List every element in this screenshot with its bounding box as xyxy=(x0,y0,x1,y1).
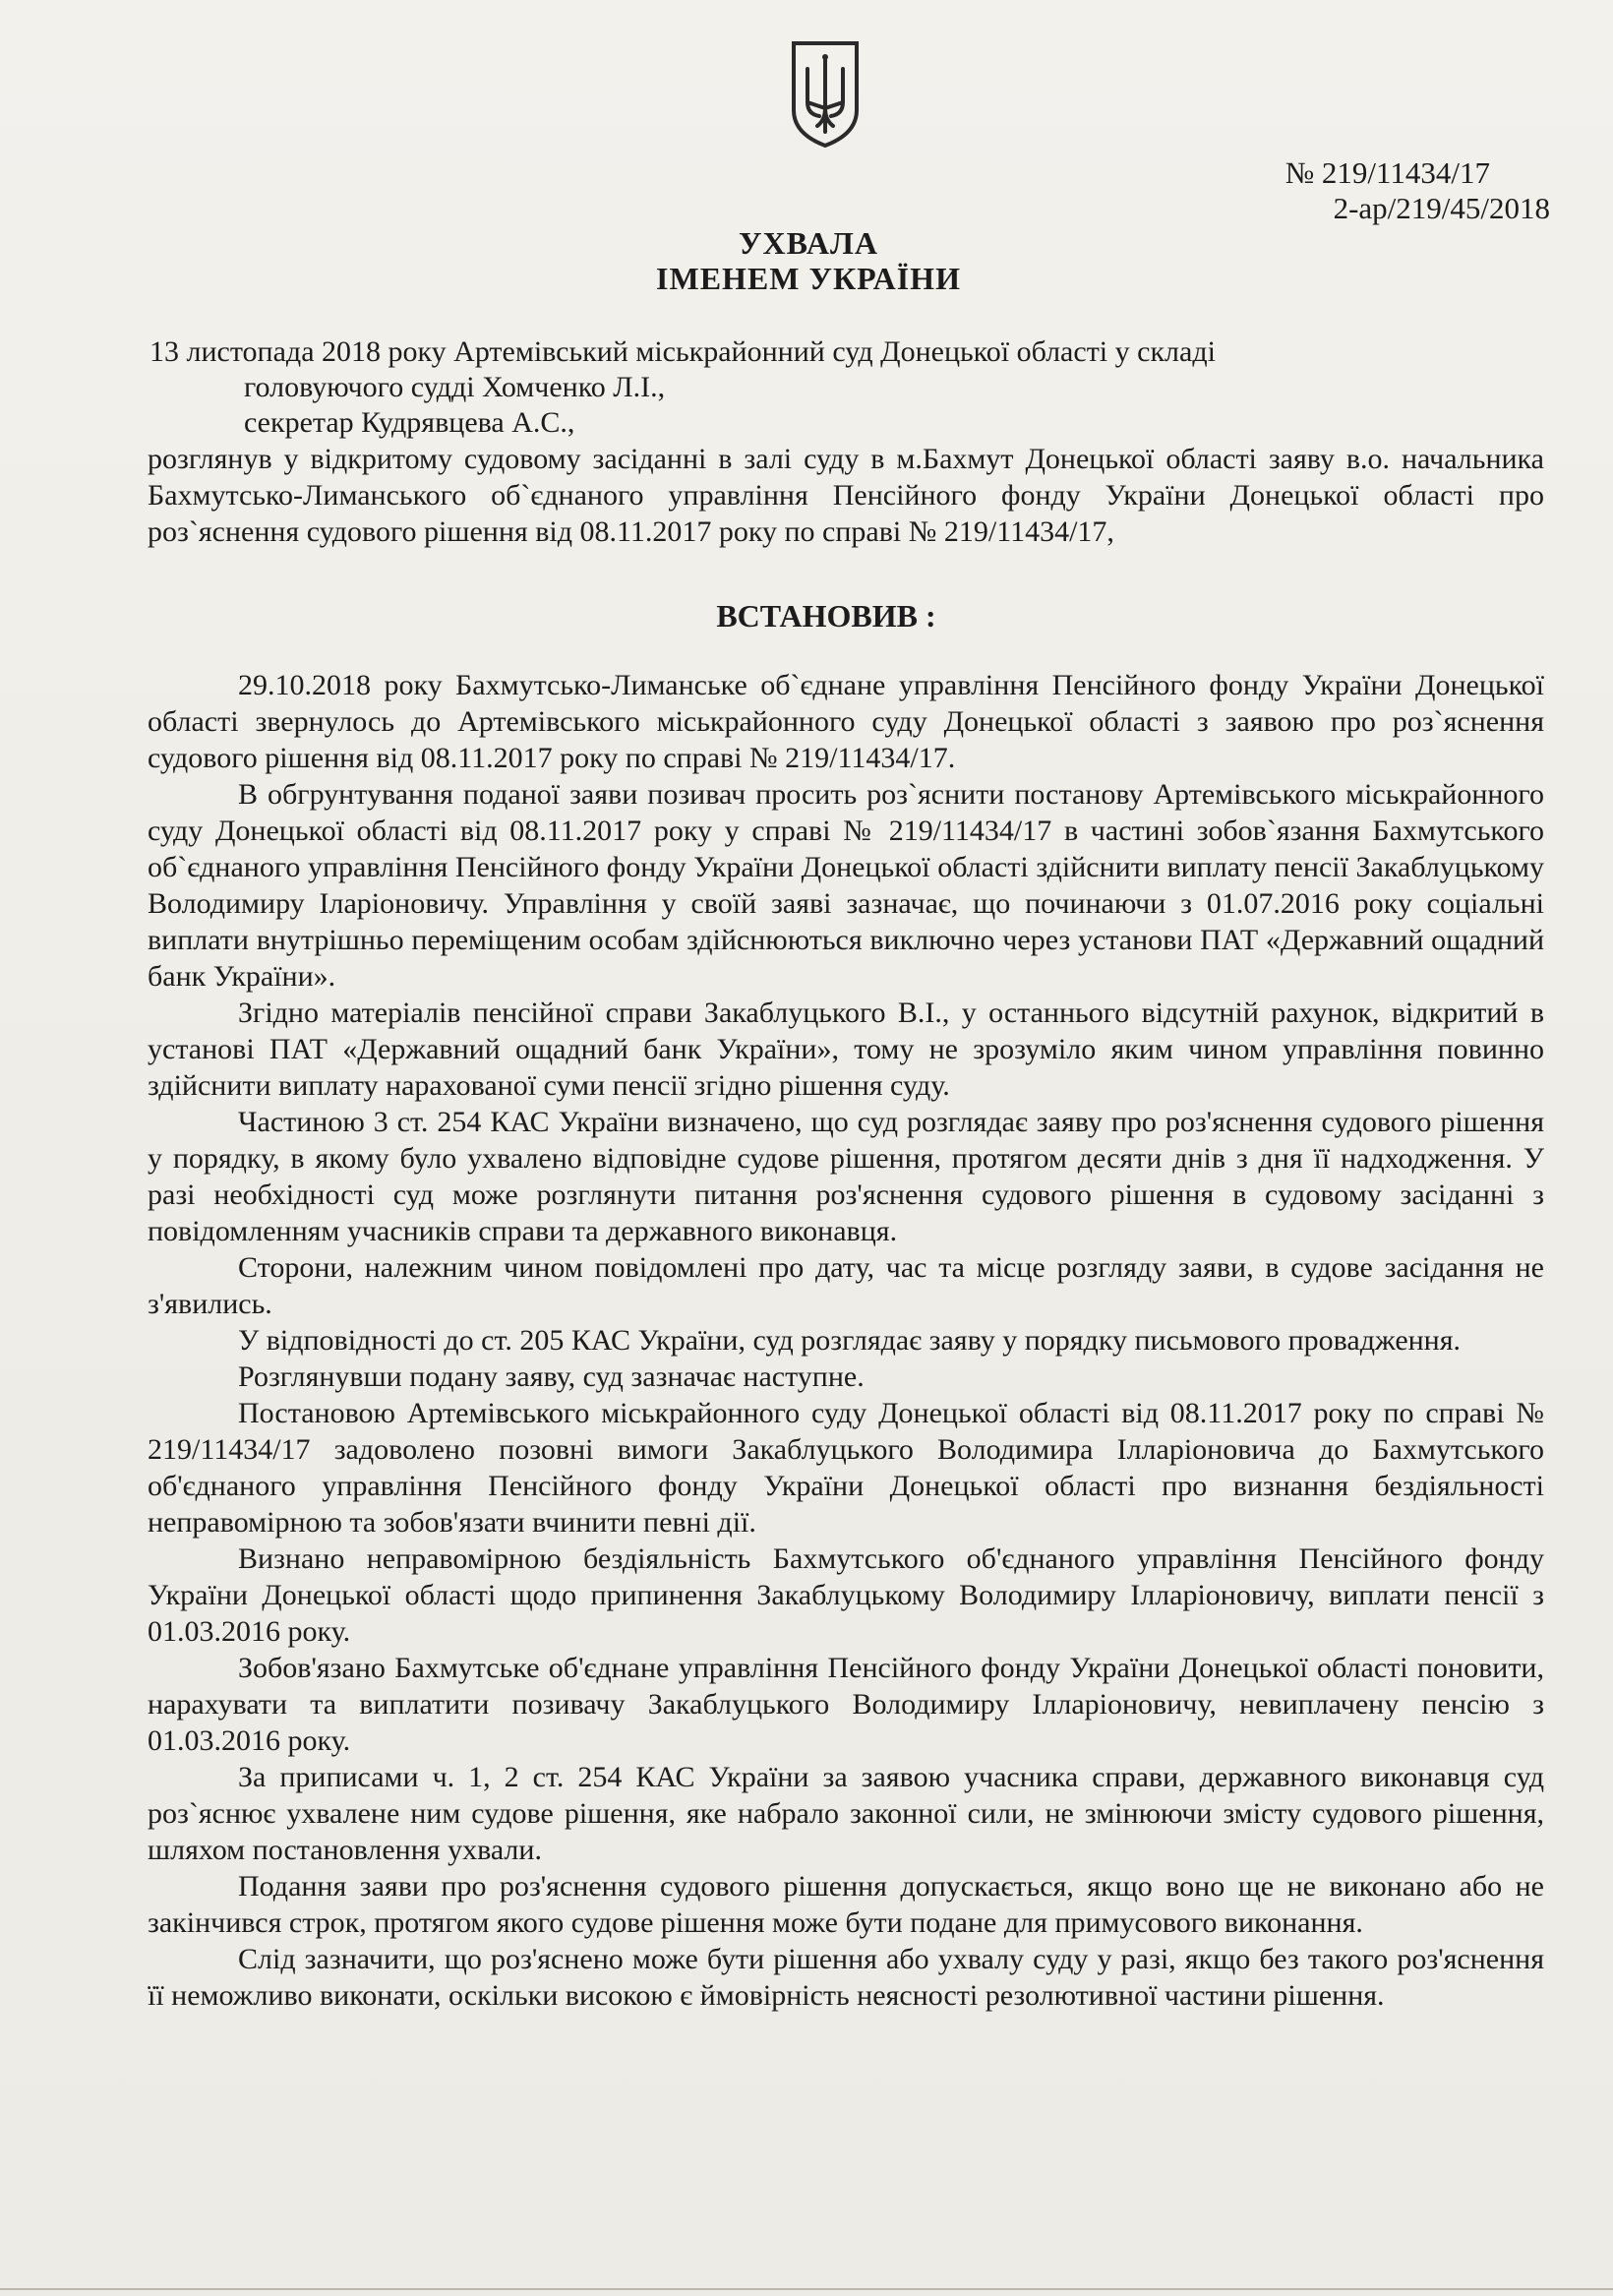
page-edge-divider xyxy=(0,2288,1613,2290)
document-subtitle: ІМЕНЕМ УКРАЇНИ xyxy=(656,261,961,296)
paragraph: Зобов'язано Бахмутське об'єднане управління Пенсійного фонду України Донецької області поновити, нарахувати та виплатити позивачу Закаблуцького Володимиру Ілларіоновичу, невиплачену пенсію з 01.03.2016 року. xyxy=(148,1652,1544,1757)
paragraph: Постановою Артемівського міськрайонного суду Донецької області від 08.11.2017 року по справі № 219/11434/17 задоволено позовні вимоги Закаблуцького Володимира Ілларіоновича до Бахмутського об'єднаного управління Пенсійного фонду України Донецької області про визнання бездіяльності неправомірною та зобов'язати вчинити певні дії. xyxy=(148,1397,1544,1539)
paragraph: В обгрунтування поданої заяви позивач просить роз`яснити постанову Артемівського міськрайонного суду Донецької області від 08.11.2017 року у справі № 219/11434/17 в частині зобов`язання Бахмутського об`єднаного управління Пенсійного фонду України Донецької області здійснити виплату пенсії Закаблуцькому Володимиру Іларіоновичу. Управління у своїй заяві зазначає, що починаючи з 01.07.2016 року соціальні виплати внутрішньо переміщеним особам здійснюються виключно через установи ПАТ «Державний ощадний банк України». xyxy=(148,778,1544,993)
paragraph: Подання заяви про роз'яснення судового рішення допускається, якщо воно ще не виконано або не закінчився строк, протягом якого судове рішення може бути подане для примусового виконання. xyxy=(148,1870,1544,1939)
secretary-line: секретар Кудрявцева А.С., xyxy=(244,406,575,439)
paragraph: Визнано неправомірною бездіяльність Бахмутського об'єднаного управління Пенсійного фонду України Донецької області щодо припинення Закаблуцькому Володимиру Ілларіоновичу, виплати пенсії з 01.03.2016 року. xyxy=(148,1542,1544,1648)
body-text xyxy=(148,667,1544,2014)
paragraph: За приписами ч. 1, 2 ст. 254 КАС України за заявою учасника справи, державного виконавця суд роз`яснює ухвалене ним судове рішення, яке набрало законної сили, не змінюючи змісту судового рішення, шляхом постановлення ухвали. xyxy=(148,1761,1544,1866)
paragraph: Розглянувши подану заяву, суд зазначає наступне. xyxy=(238,1360,865,1393)
intro-paragraph-block xyxy=(148,441,1544,550)
intro-paragraph: розглянув у відкритому судовому засіданні в залі суду в м.Бахмут Донецької області заяву в.о. начальника Бахмутсько-Лиманського об`єднаного управління Пенсійного фонду України Донецької області про роз`яснення судового рішення від 08.11.2017 року по справі № 219/11434/17, xyxy=(148,443,1544,548)
paragraph: Слід зазначити, що роз'яснено може бути рішення або ухвалу суду у разі, якщо без такого роз'яснення її неможливо виконати, оскільки високою є ймовірність неясності резолютивної частини рішення. xyxy=(148,1943,1544,2012)
paragraph: Згідно матеріалів пенсійної справи Закаблуцького В.І., у останнього відсутній рахунок, відкритий в установі ПАТ «Державний ощадний банк України», тому не зрозуміло яким чином управління повинно здійснити виплату нарахованої суми пенсії згідно рішення суду. xyxy=(148,997,1544,1102)
proceeding-number: 2-ар/219/45/2018 xyxy=(1333,191,1550,225)
section-heading: ВСТАНОВИВ : xyxy=(716,598,936,634)
trident-emblem-icon xyxy=(786,39,865,150)
court-composition-line: 13 листопада 2018 року Артемівський міськрайонний суд Донецької області у складі xyxy=(149,335,1216,368)
paragraph: Сторони, належним чином повідомлені про дату, час та місце розгляду заяви, в судове засідання не з'явились. xyxy=(148,1251,1544,1320)
document-title: УХВАЛА xyxy=(739,225,878,261)
paragraph: Частиною 3 ст. 254 КАС України визначено, що суд розглядає заяву про роз'яснення судового рішення у порядку, в якому було ухвалено відповідне судове рішення, протягом десяти днів з дня її надходження. У разі необхідності суд може розглянути питання роз'яснення судового рішення в судовому засіданні з повідомленням учасників справи та державного виконавця. xyxy=(148,1106,1544,1247)
presiding-judge-line: головуючого судді Хомченко Л.І., xyxy=(244,371,666,403)
case-number: № 219/11434/17 xyxy=(1284,155,1490,190)
paragraph: 29.10.2018 року Бахмутсько-Лиманське об`єднане управління Пенсійного фонду України Донецької області звернулось до Артемівського міськрайонного суду Донецької області з заявою про роз`яснення судового рішення від 08.11.2017 року по справі № 219/11434/17. xyxy=(148,669,1544,774)
paragraph: У відповідності до ст. 205 КАС України, суд розглядає заяву у порядку письмового провадження. xyxy=(238,1324,1462,1357)
